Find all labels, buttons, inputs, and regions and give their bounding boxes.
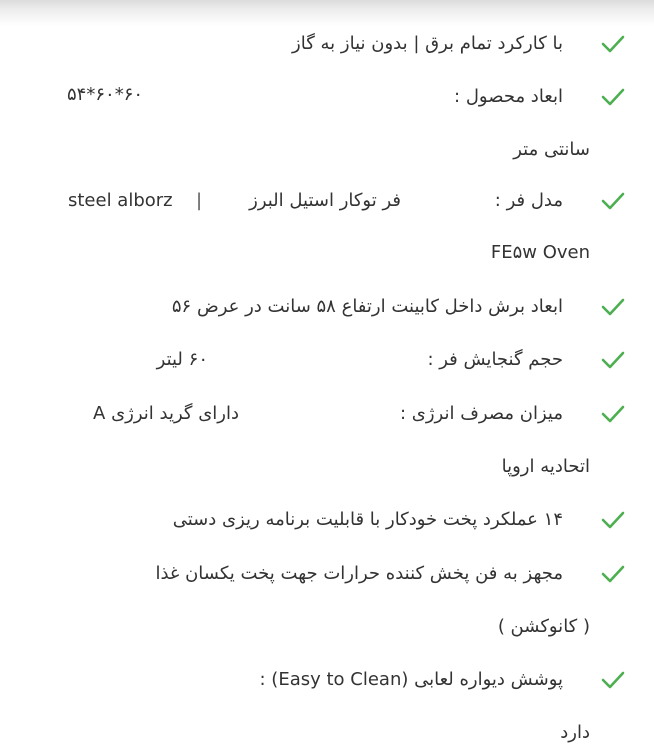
feature-capacity-value: ۶۰ لیتر (156, 349, 208, 370)
feature-dimensions-value: ۶۰*۶۰*۵۴ (67, 84, 144, 105)
feature-dimensions-label: ابعاد محصول : (454, 86, 563, 107)
check-icon (600, 563, 626, 585)
feature-model-code: FE۵w Oven (490, 242, 590, 263)
check-icon (600, 33, 626, 55)
feature-convection-fan: مجهز به فن پخش کننده حرارات جهت پخت یکسان غذا (155, 563, 563, 584)
feature-model-label: مدل فر : (494, 190, 563, 211)
feature-model-separator: | (196, 190, 203, 211)
check-icon (600, 296, 626, 318)
feature-convection-note: ( کانوکشن ) (497, 616, 590, 637)
feature-energy-value: دارای گرید انرژی A (93, 403, 239, 424)
feature-easy-clean: پوشش دیواره لعابی (Easy to Clean) : (259, 669, 563, 690)
feature-energy-authority: اتحادیه اروپا (501, 456, 590, 477)
feature-cutout-dimensions: ابعاد برش داخل کابینت ارتفاع ۵۸ سانت در عرض ۵۶ (171, 296, 563, 317)
feature-easy-clean-value: دارد (560, 722, 590, 743)
feature-capacity-label: حجم گنجایش فر : (427, 349, 563, 370)
check-icon (600, 349, 626, 371)
check-icon (600, 190, 626, 212)
check-icon (600, 403, 626, 425)
feature-power-type: با کارکرد تمام برق | بدون نیاز به گاز (292, 33, 563, 54)
feature-energy-label: میزان مصرف انرژی : (399, 403, 563, 424)
check-icon (600, 509, 626, 531)
check-icon (600, 669, 626, 691)
feature-dimensions-unit: سانتی متر (513, 139, 590, 160)
feature-cooking-modes: ۱۴ عملکرد پخت خودکار با قابلیت برنامه ریزی دستی (172, 509, 563, 530)
check-icon (600, 86, 626, 108)
feature-model-value-en: steel alborz (68, 190, 173, 211)
feature-model-value-fa: فر توکار استیل البرز (249, 190, 401, 211)
